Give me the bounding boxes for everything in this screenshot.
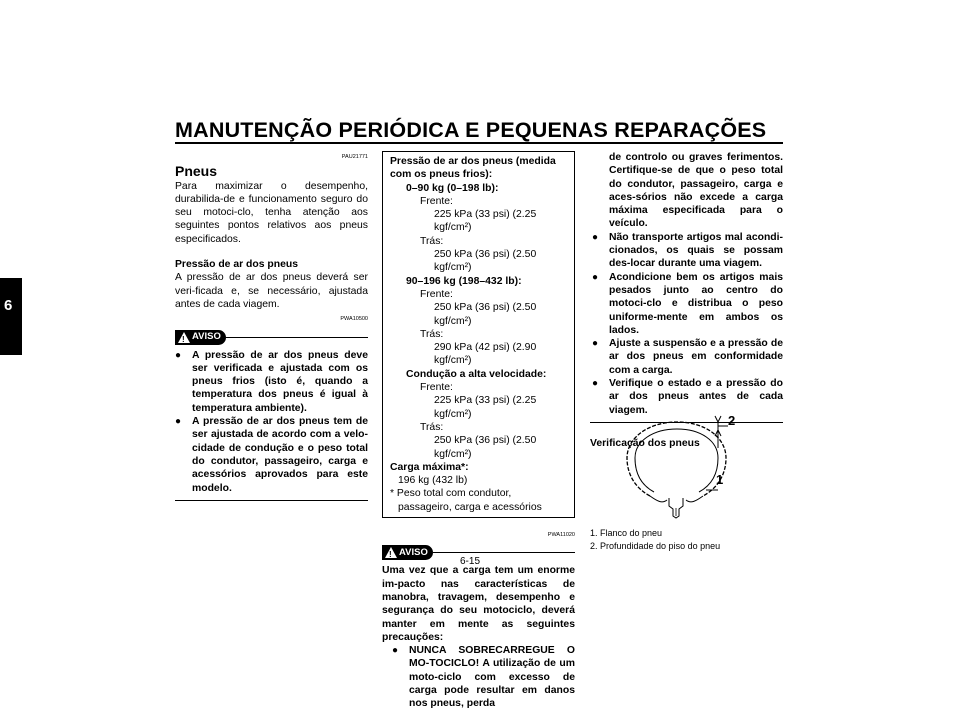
list-item: ● A pressão de ar dos pneus tem de ser ajustada de acordo com a velo-cidade de condução e o peso total do condutor, passageiro, carga e acessórios aprovados para este modelo. <box>175 415 368 495</box>
warning-bullets <box>382 644 575 710</box>
tire-tread <box>627 422 726 496</box>
caption-item: 2. Profundidade do piso do pneu <box>590 541 721 551</box>
spec-value: 225 kPa (33 psi) (2.25 kgf/cm²) <box>434 395 537 420</box>
warning-code: PWA11020 <box>547 532 575 539</box>
warning-end-rule <box>175 500 368 502</box>
warning-badge <box>175 330 226 345</box>
page-number: 6-15 <box>460 556 481 567</box>
spec-title: Pressão de ar dos pneus (medida com os pneus frios): <box>390 156 556 181</box>
spec-label-rear: Trás: <box>420 235 444 247</box>
spec-group-1: 0–90 kg (0–198 lb): <box>406 182 499 194</box>
caption-item: 1. Flanco do pneu <box>590 528 663 538</box>
list-item: ● Ajuste a suspensão e a pressão de ar dos pneus em conformidade com a carga. <box>592 337 783 377</box>
subsection-title: Pressão de ar dos pneus <box>175 259 299 271</box>
spec-label-rear: Trás: <box>420 328 444 340</box>
column-2 <box>382 151 575 711</box>
warning-icon: ! <box>178 332 190 343</box>
spec-footnote: * Peso total com condutor, passageiro, carga e acessórios <box>390 488 542 513</box>
section-title: Pneus <box>175 163 218 180</box>
warning-header <box>175 330 368 345</box>
figure-label-2: 2 <box>728 413 736 428</box>
warning-paragraph: Uma vez que a carga tem um enorme im-pacto nas características de manobra, travagem, desempenho e segurança do seu motociclo, deverá manter em mente as seguintes precauções: <box>382 565 575 643</box>
spec-label-front: Frente: <box>420 195 453 207</box>
list-item: ● Verifique o estado e a pressão do ar dos pneus antes de cada viagem. <box>592 377 783 417</box>
tire-cross-section-figure <box>610 408 760 526</box>
warning-bullets <box>175 349 368 495</box>
subsection-paragraph: A pressão de ar dos pneus deverá ser veri-ficada e, se necessário, ajustada antes de cada viagem. <box>175 272 368 310</box>
depth-arrow-top <box>715 416 721 422</box>
spec-max-value: 196 kg (432 lb) <box>398 475 468 487</box>
figure-captions <box>590 527 783 553</box>
warning-label: AVISO <box>192 331 221 343</box>
spec-value: 250 kPa (36 psi) (2.50 kgf/cm²) <box>434 249 537 274</box>
spec-label-front: Frente: <box>420 288 453 300</box>
continued-bullet-text: de controlo ou graves ferimentos. Certifique-se de que o peso total do condutor, passageiro, carga e aces-sórios não excede a carga máxima especificada para o veículo. <box>609 152 783 230</box>
spec-value: 290 kPa (42 psi) (2.90 kgf/cm²) <box>434 342 537 367</box>
tire-inner-wall <box>635 429 718 492</box>
column-3 <box>590 151 783 451</box>
warning-line <box>226 337 368 338</box>
spec-label-rear: Trás: <box>420 421 444 433</box>
column-1 <box>175 151 368 501</box>
warning-bullets <box>590 231 783 417</box>
spec-value: 250 kPa (36 psi) (2.50 kgf/cm²) <box>434 302 537 327</box>
page-title: MANUTENÇÃO PERIÓDICA E PEQUENAS REPARAÇÕES <box>175 118 767 142</box>
list-item: ● Acondicione bem os artigos mais pesados junto ao centro do motoci-clo e distribua o peso uniforme-mente em ambos os lados. <box>592 271 783 337</box>
warning-code: PWA10500 <box>340 316 368 323</box>
spec-group-3: Condução a alta velocidade: <box>406 368 547 380</box>
spec-value: 250 kPa (36 psi) (2.50 kgf/cm²) <box>434 435 537 460</box>
spec-box <box>382 151 575 518</box>
subsection-title: Verificação dos pneus <box>590 438 700 450</box>
spec-max-label: Carga máxima*: <box>390 461 469 473</box>
list-item: ● A pressão de ar dos pneus deve ser verificada e ajustada com os pneus frios (isto é, quando a temperatura dos pneus é igual à temperatura ambiente). <box>175 349 368 415</box>
list-item: ● NUNCA SOBRECARREGUE O MO-TOCICLO! A utilização de um moto-ciclo com excesso de carga pode resultar em danos nos pneus, perda <box>392 644 575 710</box>
figure-label-1: 1 <box>716 472 724 487</box>
tire-bead <box>650 496 703 502</box>
spec-label-front: Frente: <box>420 382 453 394</box>
warning-icon: ! <box>385 547 397 558</box>
list-item: ● Não transporte artigos mal acondi-cionados, os quais se possam des-locar durante uma viagem. <box>592 231 783 271</box>
chapter-tab <box>0 278 22 355</box>
warning-label: AVISO <box>399 547 428 559</box>
header-rule <box>175 142 783 144</box>
ref-code: PAU21771 <box>341 154 368 160</box>
chapter-tab-number: 6 <box>4 297 13 314</box>
spec-value: 225 kPa (33 psi) (2.25 kgf/cm²) <box>434 209 537 234</box>
warning-badge <box>382 545 433 560</box>
warning-line <box>433 552 575 553</box>
spec-group-2: 90–196 kg (198–432 lb): <box>406 275 522 287</box>
intro-paragraph: Para maximizar o desempenho, durabilida-de e funcionamento seguro do seu motoci-clo, tenha atenção aos seguintes pontos relativos aos pneus especificados. <box>175 180 368 245</box>
